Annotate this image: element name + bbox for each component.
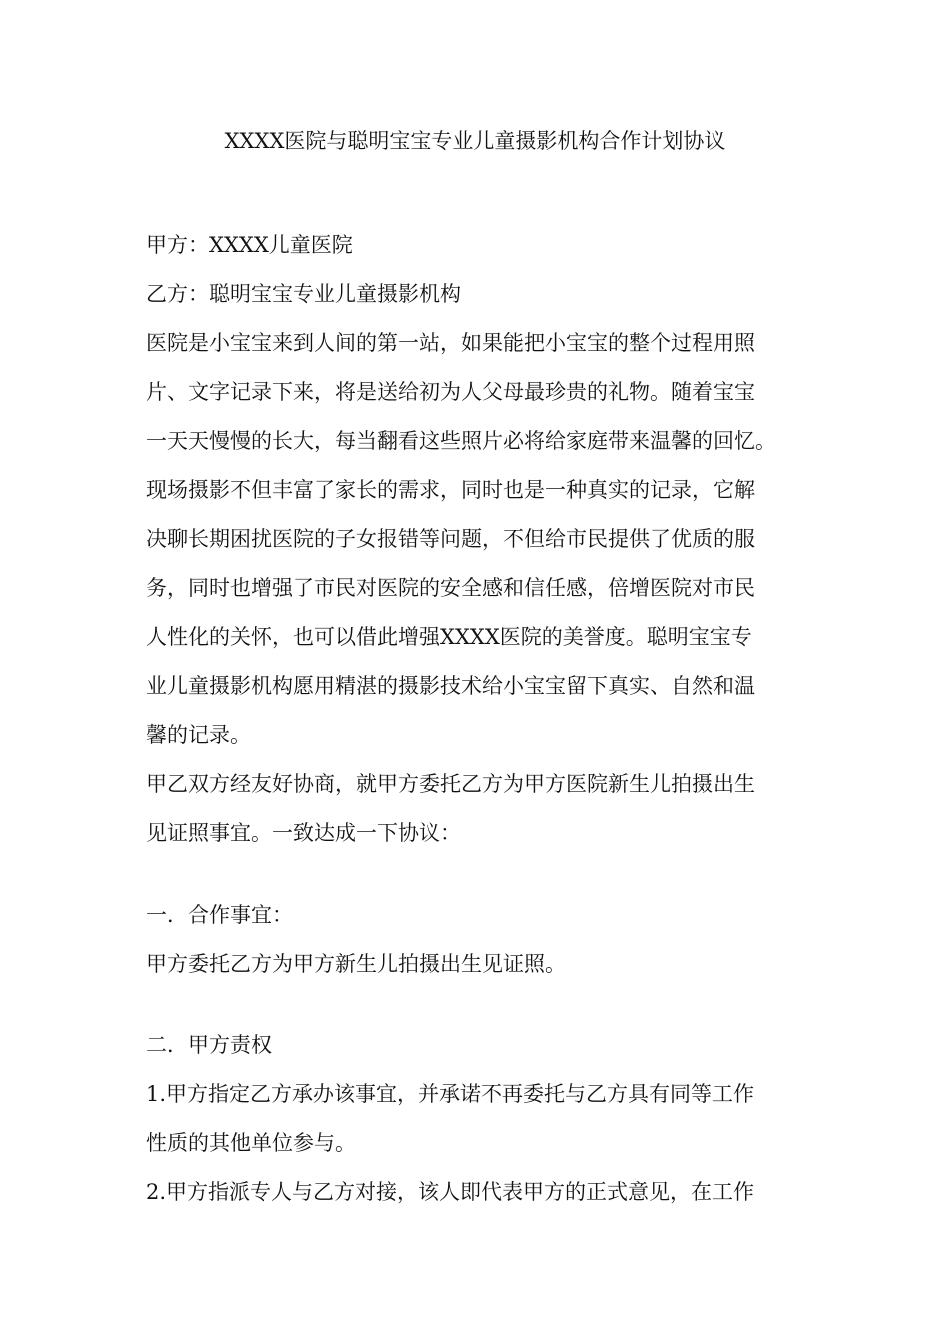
intro-line: 一天天慢慢的长大，每当翻看这些照片必将给家庭带来温馨的回忆。 bbox=[146, 429, 776, 453]
section-2-item: 性质的其他单位参与。 bbox=[146, 1131, 356, 1155]
intro-line: 医院是小宝宝来到人间的第一站，如果能把小宝宝的整个过程用照 bbox=[146, 331, 755, 355]
party-b-line: 乙方：聪明宝宝专业儿童摄影机构 bbox=[146, 282, 461, 306]
agreement-line: 甲乙双方经友好协商，就甲方委托乙方为甲方医院新生儿拍摄出生 bbox=[146, 772, 755, 796]
intro-line: 务，同时也增强了市民对医院的安全感和信任感，倍增医院对市民 bbox=[146, 576, 755, 600]
intro-line: 决聊长期困扰医院的子女报错等问题，不但给市民提供了优质的服 bbox=[146, 527, 755, 551]
intro-line: 业儿童摄影机构愿用精湛的摄影技术给小宝宝留下真实、自然和温 bbox=[146, 674, 755, 698]
section-2-item: 1.甲方指定乙方承办该事宜，并承诺不再委托与乙方具有同等工作 bbox=[146, 1082, 755, 1106]
intro-line: 馨的记录。 bbox=[146, 723, 251, 747]
party-a-line: 甲方：XXXX儿童医院 bbox=[146, 233, 353, 257]
agreement-line: 见证照事宜。一致达成一下协议： bbox=[146, 821, 461, 845]
section-1-heading: 一．合作事宜： bbox=[146, 903, 293, 927]
intro-line: 现场摄影不但丰富了家长的需求，同时也是一种真实的记录，它解 bbox=[146, 478, 755, 502]
document-title: XXXX医院与聪明宝宝专业儿童摄影机构合作计划协议 bbox=[224, 129, 726, 153]
section-2-item: 2.甲方指派专人与乙方对接，该人即代表甲方的正式意见，在工作 bbox=[146, 1180, 755, 1204]
intro-line: 片、文字记录下来，将是送给初为人父母最珍贵的礼物。随着宝宝 bbox=[146, 380, 755, 404]
section-2-heading: 二．甲方责权 bbox=[146, 1033, 272, 1057]
section-1-body: 甲方委托乙方为甲方新生儿拍摄出生见证照。 bbox=[146, 952, 566, 976]
intro-line: 人性化的关怀，也可以借此增强XXXX医院的美誉度。聪明宝宝专 bbox=[146, 625, 752, 649]
